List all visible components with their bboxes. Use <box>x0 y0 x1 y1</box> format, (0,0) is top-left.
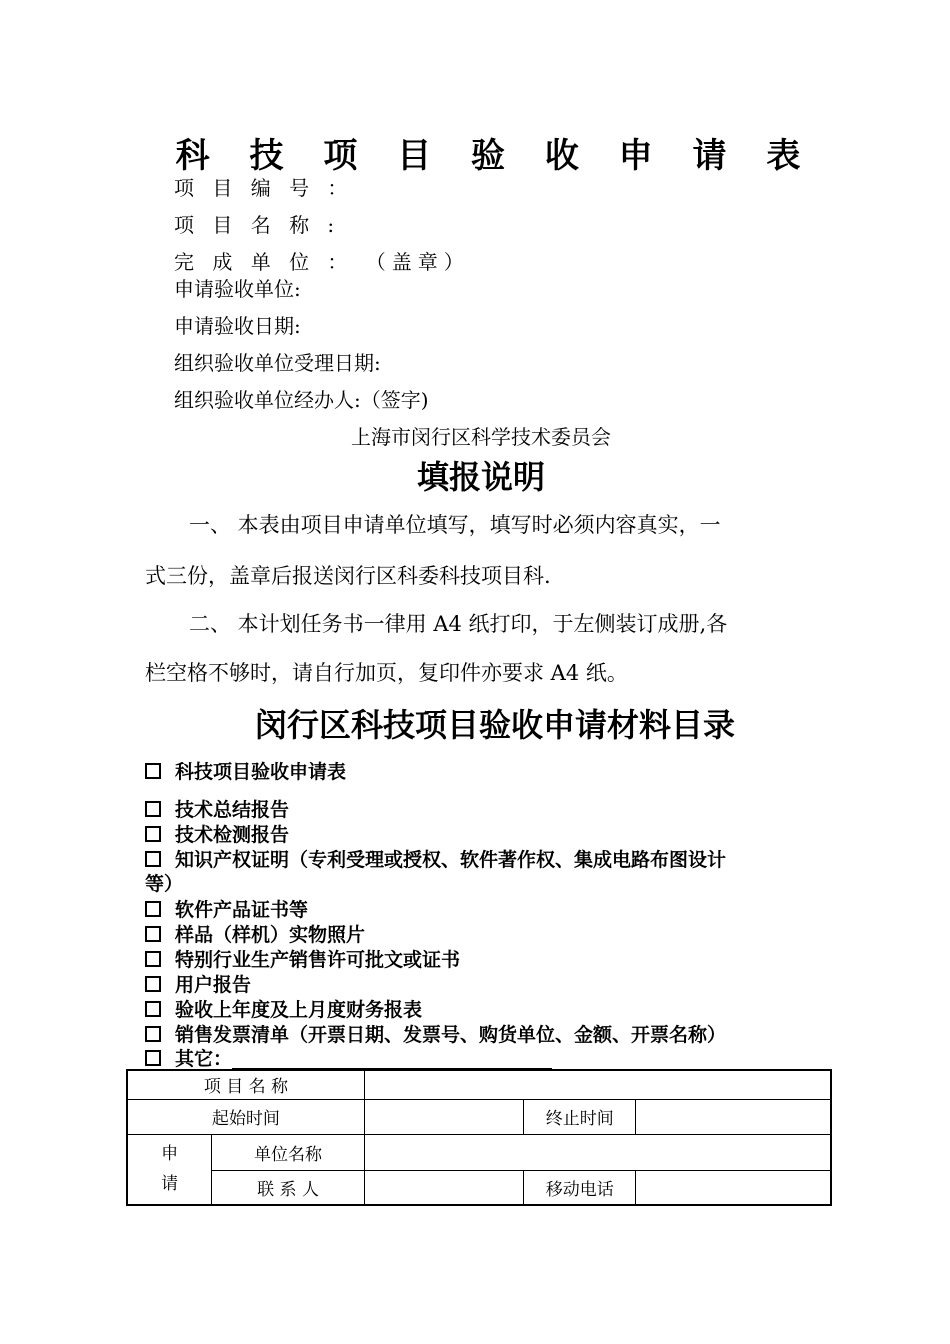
completion-unit-field: 完 成 单 位 ： （盖章） <box>174 250 470 274</box>
checkbox-icon[interactable] <box>145 826 161 842</box>
accept-date-field: 组织验收单位受理日期: <box>174 351 381 375</box>
unit-name-label: 单位名称 <box>212 1134 365 1170</box>
checkbox-icon[interactable] <box>145 1026 161 1042</box>
checklist-item[interactable]: 软件产品证书等 <box>145 895 308 922</box>
checkbox-icon[interactable] <box>145 851 161 867</box>
checklist-item[interactable]: 技术检测报告 <box>145 820 289 847</box>
apply-date-field: 申请验收日期: <box>174 314 301 338</box>
checklist-item[interactable]: 用户报告 <box>145 970 251 997</box>
checklist-item[interactable]: 其它： <box>145 1044 552 1071</box>
checklist-item[interactable]: 销售发票清单（开票日期、发票号、购货单位、金额、开票名称） <box>145 1020 726 1047</box>
start-time-label: 起始时间 <box>127 1099 364 1134</box>
application-table <box>126 1069 832 1206</box>
checklist-item[interactable]: 技术总结报告 <box>145 795 289 822</box>
checklist-heading: 闵行区科技项目验收申请材料目录 <box>254 706 735 744</box>
checkbox-icon[interactable] <box>145 763 161 779</box>
other-blank-line[interactable] <box>232 1050 552 1069</box>
table-row <box>127 1070 831 1099</box>
project-name-field: 项 目 名 称 : <box>174 213 341 237</box>
handler-field: 组织验收单位经办人:（签字) <box>174 388 429 412</box>
checkbox-icon[interactable] <box>145 926 161 942</box>
end-time-label: 终止时间 <box>524 1099 636 1134</box>
applicant-label-char-1: 申 <box>161 1144 179 1165</box>
start-time-cell[interactable] <box>364 1099 524 1134</box>
checkbox-icon[interactable] <box>145 976 161 992</box>
checkbox-icon[interactable] <box>145 951 161 967</box>
checkbox-icon[interactable] <box>145 1050 161 1066</box>
instructions-heading: 填报说明 <box>416 458 545 496</box>
project-name-label: 项 目 名 称 <box>127 1070 364 1099</box>
mobile-label: 移动电话 <box>524 1170 636 1205</box>
end-time-cell[interactable] <box>636 1099 831 1134</box>
contact-cell[interactable] <box>364 1170 524 1205</box>
applicant-label <box>127 1134 212 1205</box>
table-row <box>127 1099 831 1134</box>
checklist-item[interactable]: 科技项目验收申请表 <box>145 757 346 784</box>
page-title: 科 技 项 目 验 收 申 请 表 <box>175 136 815 176</box>
checkbox-icon[interactable] <box>145 901 161 917</box>
checklist-item[interactable]: 知识产权证明（专利受理或授权、软件著作权、集成电路布图设计 <box>145 845 726 872</box>
instruction-p1-line2: 式三份，盖章后报送闵行区科委科技项目科. <box>145 564 551 588</box>
organization-name: 上海市闵行区科学技术委员会 <box>351 425 611 449</box>
checklist-item[interactable]: 验收上年度及上月度财务报表 <box>145 995 422 1022</box>
applicant-label-char-2: 请 <box>161 1174 179 1195</box>
checkbox-icon[interactable] <box>145 1001 161 1017</box>
apply-unit-field: 申请验收单位: <box>174 277 301 301</box>
checkbox-icon[interactable] <box>145 801 161 817</box>
checklist-item[interactable]: 特别行业生产销售许可批文或证书 <box>145 945 460 972</box>
checklist-item[interactable]: 样品（样机）实物照片 <box>145 920 365 947</box>
instruction-p1-line1: 一、 本表由项目申请单位填写，填写时必须内容真实，一 <box>189 513 721 537</box>
contact-label: 联 系 人 <box>212 1170 365 1205</box>
unit-name-cell[interactable] <box>364 1134 831 1170</box>
instruction-p2-line1: 二、 本计划任务书一律用 A4 纸打印，于左侧装订成册,各 <box>189 612 728 636</box>
project-no-field: 项 目 编 号 ： <box>174 176 354 200</box>
table-row <box>127 1170 831 1205</box>
project-name-cell[interactable] <box>364 1070 831 1099</box>
table-row <box>127 1134 831 1170</box>
checklist-item-continued: 等） <box>145 873 184 895</box>
mobile-cell[interactable] <box>636 1170 831 1205</box>
instruction-p2-line2: 栏空格不够时，请自行加页，复印件亦要求 A4 纸。 <box>145 661 628 685</box>
